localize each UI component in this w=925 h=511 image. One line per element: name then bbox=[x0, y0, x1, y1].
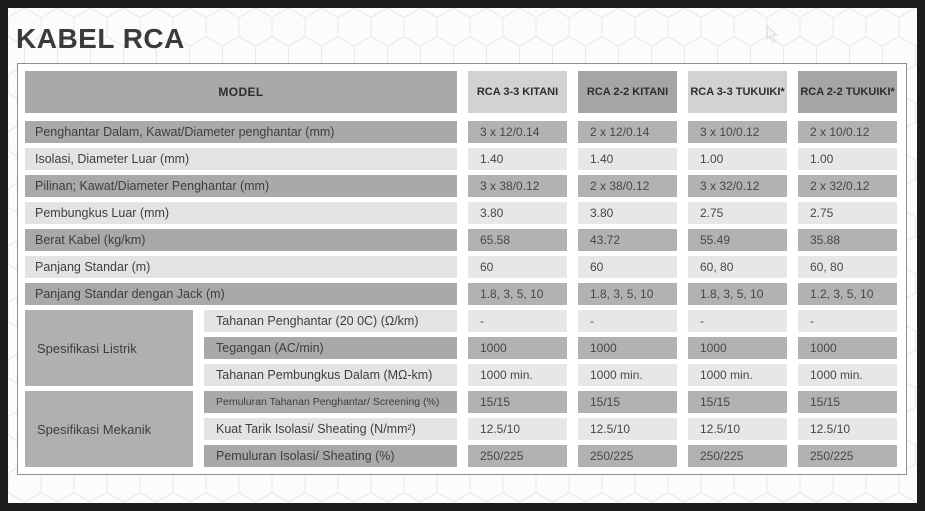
value-cell: 2 x 12/0.14 bbox=[578, 121, 677, 143]
row-label: Panjang Standar dengan Jack (m) bbox=[25, 283, 457, 305]
subrow-label: Kuat Tarik Isolasi/ Sheating (N/mm²) bbox=[204, 418, 457, 440]
mouse-cursor-icon bbox=[766, 25, 779, 44]
subrow-label: Tegangan (AC/min) bbox=[204, 337, 457, 359]
value-cell: 1.8, 3, 5, 10 bbox=[468, 283, 567, 305]
value-cell: 43.72 bbox=[578, 229, 677, 251]
value-cell: 3.80 bbox=[578, 202, 677, 224]
value-cell: 250/225 bbox=[688, 445, 787, 467]
value-cell: 1000 min. bbox=[688, 364, 787, 386]
subrow-label: Pemuluran Isolasi/ Sheating (%) bbox=[204, 445, 457, 467]
value-cell: 35.88 bbox=[798, 229, 897, 251]
value-cell: 1000 bbox=[468, 337, 567, 359]
value-cell: 1.8, 3, 5, 10 bbox=[578, 283, 677, 305]
subrow-label: Pemuluran Tahanan Penghantar/ Screening (%) bbox=[204, 391, 457, 413]
group-label: Spesifikasi Mekanik bbox=[25, 391, 193, 467]
value-cell: 1000 min. bbox=[798, 364, 897, 386]
value-cell: 1.00 bbox=[688, 148, 787, 170]
table-body bbox=[25, 121, 899, 467]
row-label: Panjang Standar (m) bbox=[25, 256, 457, 278]
value-cell: 12.5/10 bbox=[688, 418, 787, 440]
value-cell: 3 x 12/0.14 bbox=[468, 121, 567, 143]
value-cell: 250/225 bbox=[468, 445, 567, 467]
page-title: KABEL RCA bbox=[16, 23, 185, 54]
value-cell: - bbox=[688, 310, 787, 332]
value-cell: 1000 bbox=[578, 337, 677, 359]
value-cell: 1000 bbox=[688, 337, 787, 359]
column-header: RCA 2-2 KITANI bbox=[578, 71, 677, 113]
row-label: Pembungkus Luar (mm) bbox=[25, 202, 457, 224]
value-cell: 1.8, 3, 5, 10 bbox=[688, 283, 787, 305]
value-cell: 1000 bbox=[798, 337, 897, 359]
value-cell: 3 x 10/0.12 bbox=[688, 121, 787, 143]
model-header: MODEL bbox=[25, 71, 457, 113]
value-cell: 250/225 bbox=[798, 445, 897, 467]
value-cell: 2.75 bbox=[798, 202, 897, 224]
column-header: RCA 2-2 TUKUIKI* bbox=[798, 71, 897, 113]
value-cell: 65.58 bbox=[468, 229, 567, 251]
value-cell: 60, 80 bbox=[688, 256, 787, 278]
value-cell: 3 x 32/0.12 bbox=[688, 175, 787, 197]
value-cell: 3.80 bbox=[468, 202, 567, 224]
value-cell: 15/15 bbox=[798, 391, 897, 413]
row-label: Isolasi, Diameter Luar (mm) bbox=[25, 148, 457, 170]
value-cell: 60 bbox=[578, 256, 677, 278]
value-cell: 2 x 38/0.12 bbox=[578, 175, 677, 197]
value-cell: 15/15 bbox=[468, 391, 567, 413]
value-cell: 15/15 bbox=[578, 391, 677, 413]
column-header: RCA 3-3 KITANI bbox=[468, 71, 567, 113]
group-label: Spesifikasi Listrik bbox=[25, 310, 193, 386]
value-cell: 60, 80 bbox=[798, 256, 897, 278]
value-cell: 2 x 32/0.12 bbox=[798, 175, 897, 197]
row-label: Penghantar Dalam, Kawat/Diameter penghantar (mm) bbox=[25, 121, 457, 143]
value-cell: 3 x 38/0.12 bbox=[468, 175, 567, 197]
value-cell: 250/225 bbox=[578, 445, 677, 467]
value-cell: 1.40 bbox=[578, 148, 677, 170]
value-cell: 2.75 bbox=[688, 202, 787, 224]
table-header-row bbox=[25, 71, 899, 113]
value-cell: 12.5/10 bbox=[468, 418, 567, 440]
column-header: RCA 3-3 TUKUIKI* bbox=[688, 71, 787, 113]
value-cell: - bbox=[468, 310, 567, 332]
value-cell: 12.5/10 bbox=[578, 418, 677, 440]
value-cell: 1.40 bbox=[468, 148, 567, 170]
value-cell: 15/15 bbox=[688, 391, 787, 413]
value-cell: - bbox=[578, 310, 677, 332]
row-label: Berat Kabel (kg/km) bbox=[25, 229, 457, 251]
value-cell: 55.49 bbox=[688, 229, 787, 251]
value-cell: 1.00 bbox=[798, 148, 897, 170]
value-cell: - bbox=[798, 310, 897, 332]
value-cell: 1000 min. bbox=[468, 364, 567, 386]
row-label: Pilinan; Kawat/Diameter Penghantar (mm) bbox=[25, 175, 457, 197]
value-cell: 12.5/10 bbox=[798, 418, 897, 440]
value-cell: 1.2, 3, 5, 10 bbox=[798, 283, 897, 305]
subrow-label: Tahanan Penghantar (20 0C) (Ω/km) bbox=[204, 310, 457, 332]
subrow-label: Tahanan Pembungkus Dalam (MΩ-km) bbox=[204, 364, 457, 386]
spec-table bbox=[17, 63, 907, 475]
value-cell: 2 x 10/0.12 bbox=[798, 121, 897, 143]
value-cell: 60 bbox=[468, 256, 567, 278]
value-cell: 1000 min. bbox=[578, 364, 677, 386]
